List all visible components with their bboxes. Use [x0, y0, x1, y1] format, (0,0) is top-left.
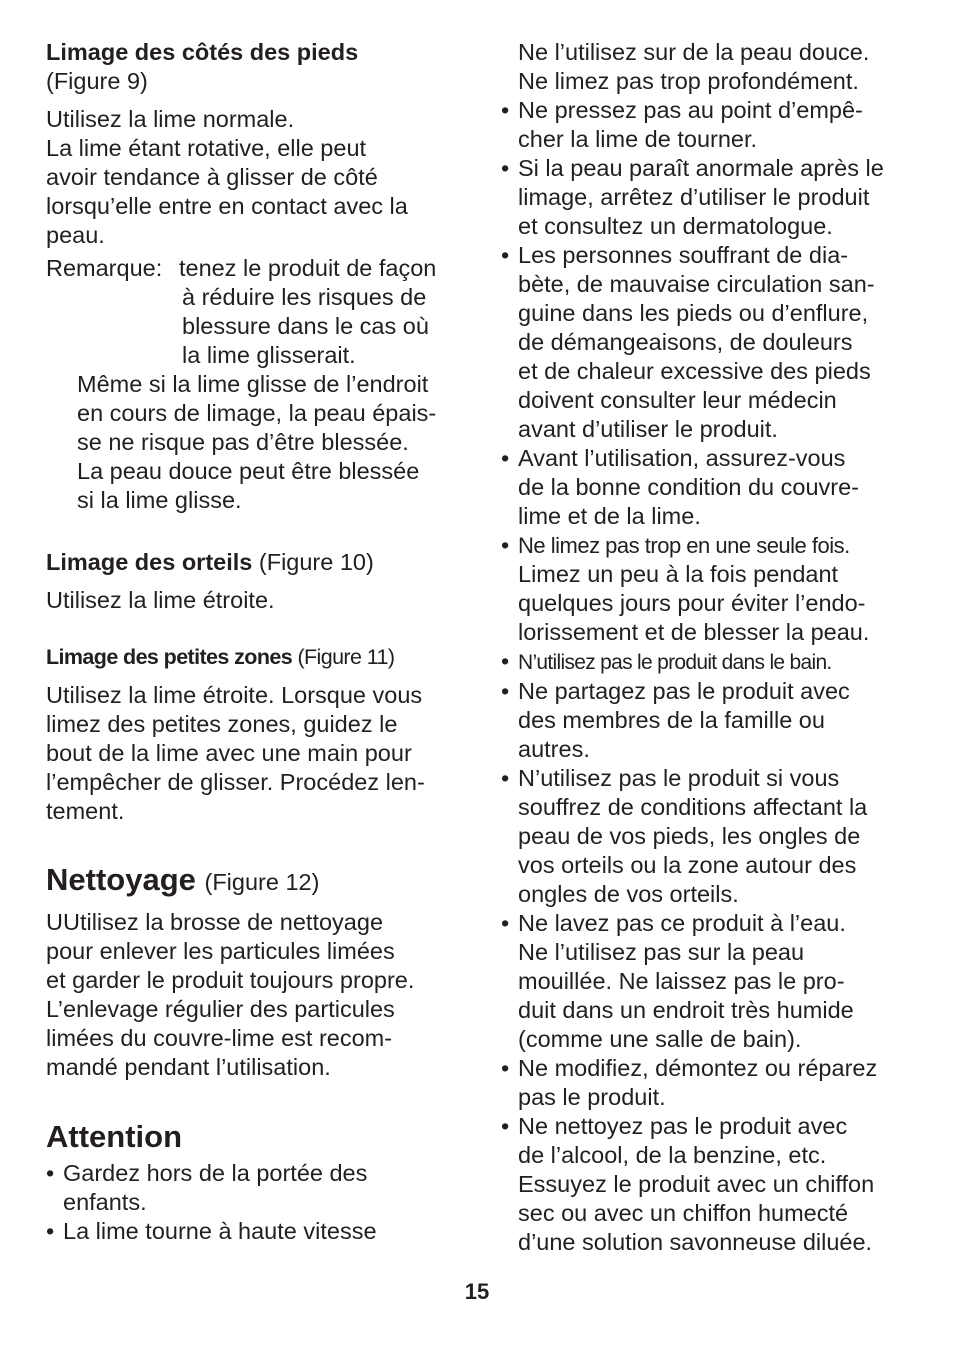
item-line: Limez un peu à la fois pendant	[518, 561, 839, 587]
item-line: Ne lavez pas ce produit à l’eau.	[518, 910, 846, 936]
item-line: N’utilisez pas le produit si vous	[518, 765, 840, 791]
paragraph-line: tement.	[46, 798, 125, 824]
item-line: quelques jours pour éviter l’endo-	[518, 590, 866, 616]
item-line: Gardez hors de la portée des	[63, 1160, 368, 1186]
item-line: N’utilisez pas le produit dans le bain.	[518, 651, 832, 674]
item-line: duit dans un endroit très humide	[518, 997, 854, 1023]
paragraph-line: lorsqu’elle entre en contact avec la	[46, 193, 408, 219]
bullet-icon: •	[501, 765, 510, 791]
item-line: Avant l’utilisation, assurez-vous	[518, 445, 846, 471]
section-title: Limage des petites zones	[46, 645, 293, 669]
section-toe-filing-text: Utilisez la lime étroite.	[46, 587, 275, 613]
item-line: d’une solution savonneuse diluée.	[518, 1229, 873, 1255]
item-line: sec ou avec un chiffon humecté	[518, 1200, 849, 1226]
section-small-areas-text	[46, 681, 466, 826]
figure-reference: (Figure 12)	[204, 869, 320, 895]
attention-list-continued	[497, 96, 917, 1257]
paragraph-line: mandé pendant l’utilisation.	[46, 1054, 331, 1080]
item-line: enfants.	[63, 1189, 147, 1215]
item-line: (comme une salle de bain).	[518, 1026, 802, 1052]
bullet-icon: •	[501, 678, 510, 704]
bullet-icon: •	[501, 242, 510, 268]
list-item	[497, 96, 917, 154]
list-item	[497, 531, 917, 647]
note-line: Même si la lime glisse de l’endroit	[77, 371, 429, 397]
item-line: autres.	[518, 736, 590, 762]
item-line: Ne modifiez, démontez ou réparez	[518, 1055, 878, 1081]
list-item	[46, 1159, 466, 1217]
cleaning-heading	[46, 862, 466, 900]
paragraph-line: limées du couvre-lime est recom-	[46, 1025, 393, 1051]
item-line: mouillée. Ne laissez pas le pro-	[518, 968, 845, 994]
remark-line: blessure dans le cas où	[182, 313, 429, 339]
item-line: et consultez un dermatologue.	[518, 213, 833, 239]
list-item	[497, 241, 917, 444]
page-number: 15	[464, 1279, 490, 1304]
item-line: Si la peau paraît anormale après le	[518, 155, 884, 181]
item-line: Ne limez pas trop en une seule fois.	[518, 533, 850, 558]
paragraph-line: Ne l’utilisez sur de la peau douce.	[518, 39, 870, 65]
attention-list	[46, 1159, 466, 1246]
paragraph-line: Utilisez la lime normale.	[46, 106, 295, 132]
section-small-areas-heading	[46, 643, 466, 672]
remark-block	[46, 254, 466, 370]
item-line: Les personnes souffrant de dia-	[518, 242, 849, 268]
bullet-icon: •	[501, 648, 510, 674]
note-line: en cours de limage, la peau épais-	[77, 400, 437, 426]
item-line: lorissement et de blesser la peau.	[518, 619, 870, 645]
bullet-icon: •	[46, 1218, 55, 1244]
heading-title: Nettoyage	[46, 862, 196, 897]
paragraph-line: et garder le produit toujours propre.	[46, 967, 415, 993]
left-column	[46, 38, 466, 1246]
item-line: de la bonne condition du couvre-	[518, 474, 859, 500]
item-line: Ne l’utilisez pas sur la peau	[518, 939, 805, 965]
item-line: lime et de la lime.	[518, 503, 701, 529]
remark-line: tenez le produit de façon	[179, 255, 437, 281]
item-line: peau de vos pieds, les ongles de	[518, 823, 861, 849]
note-line: La peau douce peut être blessée	[77, 458, 420, 484]
list-item	[497, 909, 917, 1054]
figure-reference: (Figure 11)	[297, 645, 395, 669]
item-line: Essuyez le produit avec un chiffon	[518, 1171, 875, 1197]
item-line: limage, arrêtez d’utiliser le produit	[518, 184, 870, 210]
continuation-text	[497, 38, 917, 96]
bullet-icon: •	[501, 97, 510, 123]
paragraph-line: limez des petites zones, guidez le	[46, 711, 398, 737]
item-line: Ne partagez pas le produit avec	[518, 678, 850, 704]
bullet-icon: •	[46, 1160, 55, 1186]
item-line: vos orteils ou la zone autour des	[518, 852, 857, 878]
list-item	[497, 647, 917, 677]
remark-text	[179, 254, 466, 370]
item-line: La lime tourne à haute vitesse	[63, 1218, 377, 1244]
note-line: se ne risque pas d’être blessée.	[77, 429, 409, 455]
bullet-icon: •	[501, 532, 510, 558]
note-line: si la lime glisse.	[77, 487, 242, 513]
list-item	[46, 1217, 466, 1246]
item-line: guine dans les pieds ou d’enflure,	[518, 300, 869, 326]
bullet-icon: •	[501, 155, 510, 181]
remark-note	[46, 370, 466, 515]
item-line: doivent consulter leur médecin	[518, 387, 837, 413]
list-item	[497, 444, 917, 531]
item-line: bète, de mauvaise circulation san-	[518, 271, 875, 297]
bullet-icon: •	[501, 1113, 510, 1139]
remark-line: la lime glisserait.	[182, 342, 356, 368]
paragraph-line: pour enlever les particules limées	[46, 938, 395, 964]
item-line: avant d’utiliser le produit.	[518, 416, 778, 442]
item-line: de démangeaisons, de douleurs	[518, 329, 853, 355]
item-line: Ne nettoyez pas le produit avec	[518, 1113, 848, 1139]
attention-heading: Attention	[46, 1119, 183, 1154]
paragraph-line: Ne limez pas trop profondément.	[518, 68, 859, 94]
paragraph-line: Utilisez la lime étroite. Lorsque vous	[46, 682, 423, 708]
item-line: des membres de la famille ou	[518, 707, 825, 733]
item-line: souffrez de conditions affectant la	[518, 794, 868, 820]
paragraph-line: l’empêcher de glisser. Procédez len-	[46, 769, 425, 795]
item-line: Ne pressez pas au point d’empê-	[518, 97, 863, 123]
figure-reference: (Figure 9)	[46, 68, 148, 94]
section-side-filing-heading	[46, 38, 466, 96]
paragraph-line: UUtilisez la brosse de nettoyage	[46, 909, 384, 935]
paragraph-line: avoir tendance à glisser de côté	[46, 164, 378, 190]
section-title: Limage des orteils	[46, 549, 253, 575]
item-line: pas le produit.	[518, 1084, 666, 1110]
remark-line: à réduire les risques de	[182, 284, 427, 310]
cleaning-text	[46, 908, 466, 1082]
section-side-filing-text	[46, 105, 466, 250]
bullet-icon: •	[501, 445, 510, 471]
paragraph-line: L’enlevage régulier des particules	[46, 996, 395, 1022]
figure-reference: (Figure 10)	[258, 549, 374, 575]
right-column	[497, 38, 917, 1257]
section-toe-filing-heading	[46, 548, 466, 577]
item-line: cher la lime de tourner.	[518, 126, 758, 152]
bullet-icon: •	[501, 1055, 510, 1081]
bullet-icon: •	[501, 910, 510, 936]
remark-label: Remarque:	[46, 255, 163, 281]
list-item	[497, 154, 917, 241]
list-item	[497, 677, 917, 764]
item-line: et de chaleur excessive des pieds	[518, 358, 871, 384]
section-title: Limage des côtés des pieds	[46, 39, 359, 65]
paragraph-line: peau.	[46, 222, 105, 248]
item-line: ongles de vos orteils.	[518, 881, 739, 907]
list-item	[497, 1054, 917, 1112]
list-item	[497, 764, 917, 909]
paragraph-line: La lime étant rotative, elle peut	[46, 135, 367, 161]
paragraph-line: bout de la lime avec une main pour	[46, 740, 412, 766]
list-item	[497, 1112, 917, 1257]
item-line: de l’alcool, de la benzine, etc.	[518, 1142, 827, 1168]
